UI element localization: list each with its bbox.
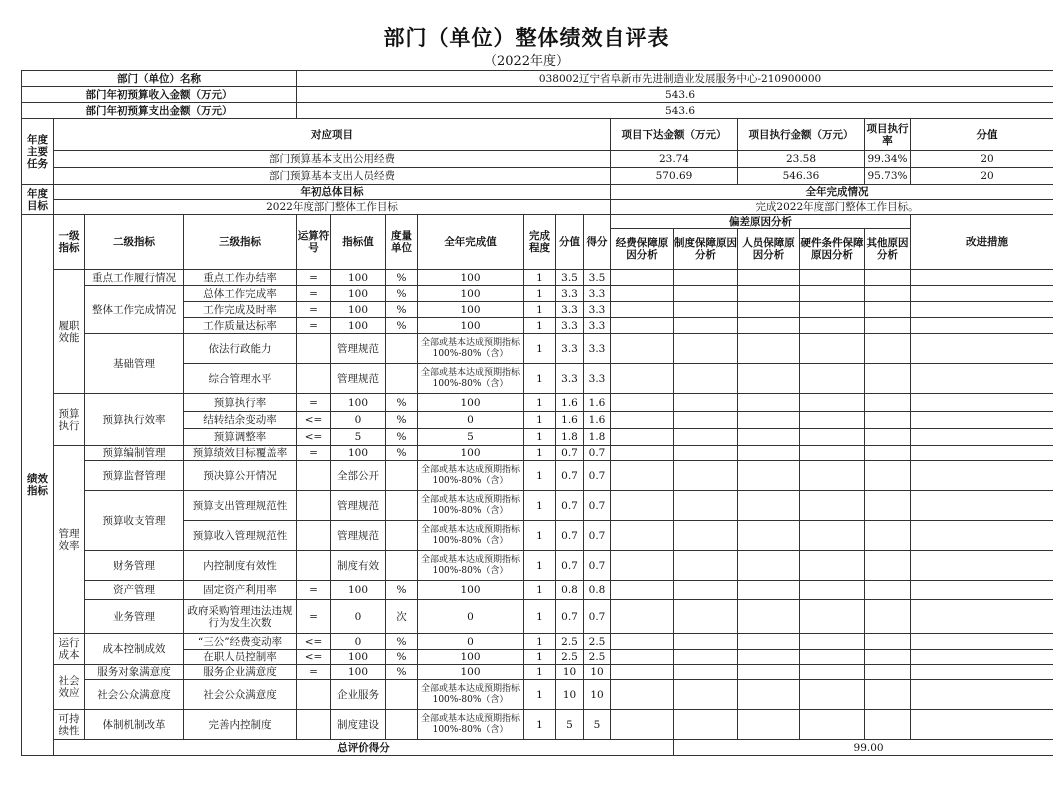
table-row: 社会效应 服务对象满意度 服务企业满意度 = 100 % 100 1 10 10	[22, 665, 1053, 680]
performance-table: 部门（单位）名称 038002辽宁省阜新市先进制造业发展服务中心-210900000 部门年初预算收入金额（万元） 543.6 部门年初预算支出金额（万元） 543.6 年度主要任务 对应项目 项目下达金额（万元） 项目执行金额（万元） 项目执行率 分值 部门预算基本支出公用经费 23.74 23.58 99.34% 20 部门预算基本支出人员经费 570.69 546.36 95.73% 20 年度目标 年初总体目标 全年完成情况 2022年度部门整体工作目标 完成2022年度部门整体工作目标。 绩效指标 一级指标 二级指标 三级指标 运算符号 指标值 度量单位 全年完成值 完成程度 分值 得分 偏差原因分析 改进措施 经费保障原因分析 制度保障原因分析 人员保障原因分析 硬件条件保障原因分析 其他原因分析 履职效能 重点工作履行情况 重点工作办结率 = 100 % 100 1 3.5 3.5 整体工作完成情况 总体工作完成率 = 100 % 100 1 3.3 3.3 工作完成及时率 = 100 % 100 1 3.3 3.3 工作质量达标率 = 100 % 100 1 3.3 3.3 基础管理 依法行政能力 管理规范 全部或基本达成预期指标100%-80%（含） 1 3.3 3.3 综合管理水平 管理规范 全部或基本达成预期指标100%-80%（含） 1 3.3 3.3 预算执行 预算执行效率 预算执行率 = 100 % 100 1 1.6 1.6 结转结余变动率 <= 0 % 0 1 1.6 1.6 预算调整率 <= 5 % 5 1 1.8 1.8 管理效率 预算编制管理 预算绩效目标覆盖率 = 100 % 100 1 0.7 0.7 预算监督管理 预决算公开情况 全部公开 全部或基本达成预期指标100%-80%（含） 1 0.7 0.7 预算收支管理 预算支出管理规范性 管理规范 全部或基本达成预期指标100%-80%（含） 1 0.7 0.7 预算收入管理规范性 管理规范 全部或基本达成预期指标100%-80%（含） 1 0.7 0.7 财务管理 内控制度有效性 制度有效 全部或基本达成预期指标100%-80%（含） 1 0.7 0.7 资产管理 固定资产利用率 = 100 % 100 1 0.8 0.8 业务管理 政府采购管理违法违规行为发生次数 = 0 次 0 1 0.7 0.7 运行成本 成本控制成效 “三公”经费变动率 <= 0 % 0 1 2.5 2.5 在职人员控制率 <= 100 % 100 1 2.5 2.5 社会效应 服务对象满意度 服务企业满意度 = 100 % 100 1 10 10 社会公众满意度 社会公众满意度 企业服务 全部或基本达成预期指标100%-80%（含） 1 10 10 可持续性 体制机制改革 完善内控制度 制度建设 全部或基本达成预期指标100%-80%（含） 1 5 5 总评价得分 99.00	[21, 70, 1053, 756]
indicators-side-label: 绩效指标	[22, 215, 54, 756]
improvement-header: 改进措施	[911, 215, 1053, 270]
total-label: 总评价得分	[54, 740, 674, 756]
col-rate: 项目执行率	[865, 119, 911, 151]
table-row: 工作完成及时率 = 100 % 100 1 3.3 3.3	[22, 302, 1053, 318]
table-row: 整体工作完成情况 总体工作完成率 = 100 % 100 1 3.3 3.3	[22, 286, 1053, 302]
table-row: 结转结余变动率 <= 0 % 0 1 1.6 1.6	[22, 412, 1053, 429]
task-row: 部门预算基本支出人员经费 570.69 546.36 95.73% 20	[22, 168, 1053, 185]
table-row: 业务管理 政府采购管理违法违规行为发生次数 = 0 次 0 1 0.7 0.7	[22, 600, 1053, 634]
deviation-header: 偏差原因分析	[611, 215, 911, 229]
page-title: 部门（单位）整体绩效自评表	[383, 25, 670, 50]
initial-goal-label: 年初总体目标	[54, 185, 611, 200]
table-row: 预算执行 预算执行效率 预算执行率 = 100 % 100 1 1.6 1.6	[22, 394, 1053, 412]
table-row: 管理效率 预算编制管理 预算绩效目标覆盖率 = 100 % 100 1 0.7 0.7	[22, 446, 1053, 461]
page-subtitle: （2022年度）	[483, 54, 570, 69]
table-row: 社会公众满意度 社会公众满意度 企业服务 全部或基本达成预期指标100%-80%（含） 1 10 10	[22, 680, 1053, 710]
table-row: 预算收入管理规范性 管理规范 全部或基本达成预期指标100%-80%（含） 1 0.7 0.7	[22, 521, 1053, 551]
table-row: 预算调整率 <= 5 % 5 1 1.8 1.8	[22, 429, 1053, 446]
table-row: 履职效能 重点工作履行情况 重点工作办结率 = 100 % 100 1 3.5 3.5	[22, 270, 1053, 286]
goals-side-label: 年度目标	[22, 185, 54, 215]
table-row: 预算收支管理 预算支出管理规范性 管理规范 全部或基本达成预期指标100%-80%（含） 1 0.7 0.7	[22, 491, 1053, 521]
total-value: 99.00	[674, 740, 1053, 756]
tasks-side-label: 年度主要任务	[22, 119, 54, 185]
table-row: 预算监督管理 预决算公开情况 全部公开 全部或基本达成预期指标100%-80%（含） 1 0.7 0.7	[22, 461, 1053, 491]
table-row: 资产管理 固定资产利用率 = 100 % 100 1 0.8 0.8	[22, 581, 1053, 600]
table-row: 综合管理水平 管理规范 全部或基本达成预期指标100%-80%（含） 1 3.3 3.3	[22, 364, 1053, 394]
final-goal-label: 全年完成情况	[611, 185, 1053, 200]
income-value: 543.6	[297, 87, 1053, 103]
col-project: 对应项目	[54, 119, 611, 151]
dept-name-value: 038002辽宁省阜新市先进制造业发展服务中心-210900000	[297, 71, 1053, 87]
col-budget: 项目下达金额（万元）	[611, 119, 738, 151]
table-row: 工作质量达标率 = 100 % 100 1 3.3 3.3	[22, 318, 1053, 334]
task-row: 部门预算基本支出公用经费 23.74 23.58 99.34% 20	[22, 151, 1053, 168]
col-score: 分值	[911, 119, 1053, 151]
income-label: 部门年初预算收入金额（万元）	[22, 87, 297, 103]
expense-label: 部门年初预算支出金额（万元）	[22, 103, 297, 119]
final-goal-value: 完成2022年度部门整体工作目标。	[611, 200, 1053, 215]
expense-value: 543.6	[297, 103, 1053, 119]
dept-name-label: 部门（单位）名称	[22, 71, 297, 87]
table-row: 运行成本 成本控制成效 “三公”经费变动率 <= 0 % 0 1 2.5 2.5	[22, 634, 1053, 650]
table-row: 可持续性 体制机制改革 完善内控制度 制度建设 全部或基本达成预期指标100%-80%（含） 1 5 5	[22, 710, 1053, 740]
table-row: 在职人员控制率 <= 100 % 100 1 2.5 2.5	[22, 650, 1053, 665]
table-row: 财务管理 内控制度有效性 制度有效 全部或基本达成预期指标100%-80%（含） 1 0.7 0.7	[22, 551, 1053, 581]
col-exec: 项目执行金额（万元）	[738, 119, 865, 151]
table-row: 基础管理 依法行政能力 管理规范 全部或基本达成预期指标100%-80%（含） 1 3.3 3.3	[22, 334, 1053, 364]
initial-goal-value: 2022年度部门整体工作目标	[54, 200, 611, 215]
